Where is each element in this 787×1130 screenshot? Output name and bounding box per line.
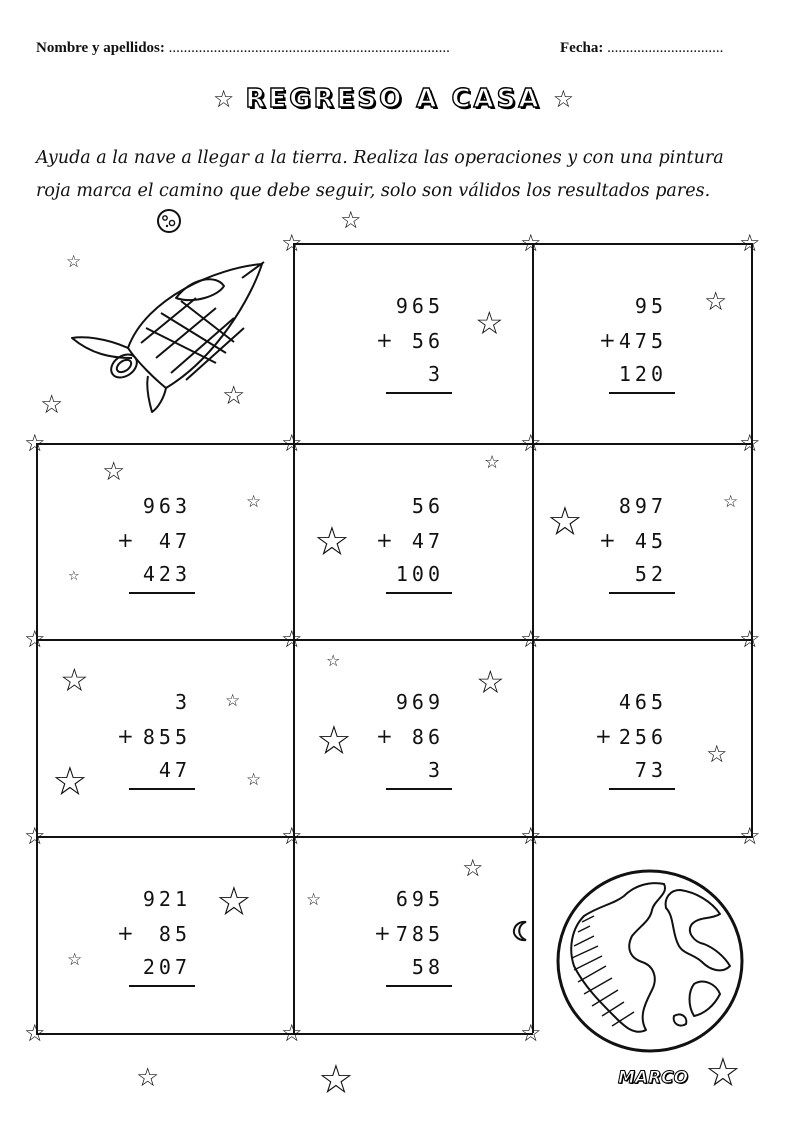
- corner-star-icon: ☆: [281, 822, 303, 850]
- star-icon: ☆: [246, 492, 262, 512]
- sum-line: [609, 592, 675, 594]
- instructions: [36, 142, 756, 208]
- addend-1: 3: [174, 690, 191, 714]
- plus-sign: +: [117, 528, 134, 552]
- sum-line: [609, 392, 675, 394]
- page-title: REGRESO A CASA: [245, 84, 542, 114]
- result: 120: [618, 362, 667, 386]
- addend-2: 56: [411, 329, 444, 353]
- plus-sign: +: [595, 724, 612, 748]
- star-icon: ☆: [216, 879, 252, 925]
- operation-cell: [294, 640, 524, 830]
- sum-line: [609, 788, 675, 790]
- corner-star-icon: ☆: [520, 229, 542, 257]
- star-icon: ☆: [326, 651, 341, 670]
- corner-star-icon: ☆: [520, 822, 542, 850]
- star-icon: ☆: [552, 85, 575, 113]
- addend-2: 855: [142, 725, 191, 749]
- corner-star-icon: ☆: [520, 429, 542, 457]
- instructions-line-1: Ayuda a la nave a llegar a la tierra. Realiza las operaciones y con una pintura: [36, 148, 724, 168]
- corner-star-icon: ☆: [24, 625, 46, 653]
- operation-cell: [294, 244, 524, 434]
- star-icon: ☆: [60, 661, 89, 699]
- corner-star-icon: ☆: [24, 822, 46, 850]
- operation-cell: [37, 837, 267, 1027]
- star-icon: ☆: [340, 206, 362, 234]
- addend-2: 85: [158, 922, 191, 946]
- name-label: Nombre y apellidos:: [36, 40, 165, 56]
- corner-star-icon: ☆: [520, 625, 542, 653]
- sum-line: [386, 392, 452, 394]
- operation-cell: [37, 640, 267, 830]
- result: 3: [427, 758, 444, 782]
- plus-sign: +: [376, 528, 393, 552]
- star-icon: ☆: [222, 381, 246, 411]
- corner-star-icon: ☆: [739, 822, 761, 850]
- addend-1: 965: [395, 294, 444, 318]
- star-icon: ☆: [212, 85, 235, 113]
- result: 207: [142, 955, 191, 979]
- addend-1: 695: [395, 887, 444, 911]
- rocket-icon: [66, 258, 271, 418]
- star-icon: ☆: [704, 287, 728, 317]
- result: 47: [158, 758, 191, 782]
- result: 58: [411, 955, 444, 979]
- sum-line: [129, 788, 195, 790]
- addend-2: 785: [395, 922, 444, 946]
- star-icon: ☆: [66, 252, 82, 272]
- addend-2: 86: [411, 725, 444, 749]
- moon-icon: [512, 920, 532, 942]
- corner-star-icon: ☆: [281, 625, 303, 653]
- star-icon: ☆: [68, 569, 80, 584]
- star-icon: ☆: [67, 950, 83, 970]
- corner-star-icon: ☆: [739, 229, 761, 257]
- date-field: [560, 40, 723, 57]
- addend-1: 921: [142, 887, 191, 911]
- earth-icon: [554, 866, 746, 1056]
- addend-2: 47: [411, 529, 444, 553]
- addend-2: 256: [618, 725, 667, 749]
- operation-cell: [294, 444, 524, 634]
- sum-line: [386, 985, 452, 987]
- plus-sign: +: [599, 328, 616, 352]
- title-block: [0, 84, 787, 114]
- operation-cell: [533, 244, 763, 434]
- sum-line: [129, 985, 195, 987]
- result: 100: [395, 562, 444, 586]
- addend-1: 95: [634, 294, 667, 318]
- result: 423: [142, 562, 191, 586]
- star-icon: ☆: [476, 663, 505, 701]
- addend-1: 963: [142, 494, 191, 518]
- result: 3: [427, 362, 444, 386]
- addend-2: 47: [158, 529, 191, 553]
- star-icon: ☆: [136, 1063, 160, 1093]
- corner-star-icon: ☆: [520, 1019, 542, 1047]
- sum-line: [386, 788, 452, 790]
- plus-sign: +: [374, 921, 391, 945]
- operation-cell: [533, 640, 763, 830]
- star-icon: ☆: [225, 691, 241, 711]
- plus-sign: +: [117, 921, 134, 945]
- result: 52: [634, 562, 667, 586]
- sum-line: [129, 592, 195, 594]
- star-icon: ☆: [706, 740, 728, 768]
- corner-star-icon: ☆: [24, 1019, 46, 1047]
- addend-2: 475: [618, 329, 667, 353]
- star-icon: ☆: [52, 759, 88, 805]
- addend-1: 465: [618, 690, 667, 714]
- author-logo: MARCO: [618, 1068, 689, 1088]
- corner-star-icon: ☆: [281, 1019, 303, 1047]
- operation-cell: [37, 444, 267, 634]
- date-label: Fecha:: [560, 40, 604, 56]
- addend-2: 45: [634, 529, 667, 553]
- name-field: [36, 40, 450, 57]
- result: 73: [634, 758, 667, 782]
- star-icon: ☆: [475, 304, 504, 342]
- star-icon: ☆: [40, 390, 64, 420]
- plus-sign: +: [117, 724, 134, 748]
- plus-sign: +: [376, 328, 393, 352]
- name-dots: ...........................................................................: [168, 40, 450, 56]
- plus-sign: +: [599, 528, 616, 552]
- star-icon: ☆: [484, 452, 501, 473]
- addend-1: 56: [411, 494, 444, 518]
- plus-sign: +: [376, 724, 393, 748]
- star-icon: ☆: [316, 718, 352, 764]
- star-icon: ☆: [318, 1057, 354, 1103]
- corner-star-icon: ☆: [24, 429, 46, 457]
- star-icon: ☆: [462, 854, 484, 882]
- star-icon: ☆: [547, 499, 583, 545]
- corner-star-icon: ☆: [739, 429, 761, 457]
- instructions-line-2: roja marca el camino que debe seguir, solo son válidos los resultados pares.: [36, 181, 711, 201]
- corner-star-icon: ☆: [739, 625, 761, 653]
- sum-line: [386, 592, 452, 594]
- star-icon: ☆: [102, 457, 126, 487]
- corner-star-icon: ☆: [281, 229, 303, 257]
- small-planet-icon: [156, 208, 182, 234]
- date-dots: ...............................: [607, 40, 724, 56]
- star-icon: ☆: [314, 519, 350, 565]
- star-icon: ☆: [723, 492, 739, 512]
- corner-star-icon: ☆: [281, 429, 303, 457]
- addend-1: 969: [395, 690, 444, 714]
- operation-cell: [294, 837, 524, 1027]
- star-icon: ☆: [246, 770, 262, 790]
- addend-1: 897: [618, 494, 667, 518]
- star-icon: ☆: [705, 1050, 741, 1096]
- star-icon: ☆: [306, 890, 322, 910]
- operation-cell: [533, 444, 763, 634]
